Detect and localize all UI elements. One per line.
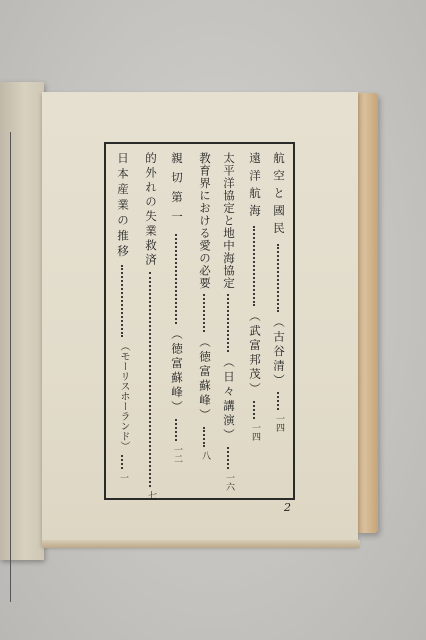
entry-author: （武富邦茂） — [248, 310, 262, 397]
entry-title: 親切第一 — [170, 152, 184, 230]
leader-dots — [277, 244, 281, 312]
book-cover-edge — [356, 93, 378, 533]
entry-title: 日本産業の推移 — [116, 152, 130, 261]
leader-dots — [227, 447, 231, 469]
entry-author: （モーリスホーランド） — [118, 340, 129, 451]
entry-title: 航空と國民 — [272, 152, 286, 240]
contents-entry — [272, 152, 286, 432]
leader-dots — [121, 455, 125, 469]
entry-author: （徳富蘇峰） — [170, 328, 184, 415]
leader-dots — [203, 294, 207, 332]
entry-title: 的外れの失業救済 — [144, 152, 158, 268]
entry-title: 太平洋協定と地中海協定 — [222, 152, 236, 290]
contents-entry — [248, 152, 262, 441]
leader-dots — [253, 401, 257, 419]
entry-author: （日々講演） — [222, 355, 236, 443]
entry-page: 一二 — [172, 445, 182, 463]
entry-page: 一四 — [274, 414, 284, 432]
entry-page: 一六 — [224, 472, 234, 491]
leader-dots — [253, 226, 257, 306]
entry-page: 一四 — [250, 423, 260, 441]
entry-title: 教育界における愛の必要 — [198, 152, 212, 290]
page-number: 2 — [284, 501, 291, 514]
contents-entry — [198, 152, 212, 460]
leader-dots — [203, 427, 207, 447]
entry-author: （徳富蘇峰） — [198, 335, 212, 423]
leader-dots — [175, 419, 179, 441]
left-page-fold — [0, 82, 44, 560]
leader-dots — [227, 294, 231, 352]
contents-entry — [144, 152, 158, 500]
page-stack-edge — [42, 540, 360, 548]
contents-entry — [222, 152, 236, 491]
left-page-border — [0, 132, 11, 602]
entry-title: 遠洋航海 — [248, 152, 262, 222]
contents-entry — [116, 152, 130, 482]
leader-dots — [121, 265, 125, 337]
leader-dots — [277, 392, 281, 410]
leader-dots — [149, 272, 153, 487]
entry-page: 七 — [146, 491, 156, 500]
entry-author: （古谷清） — [272, 315, 286, 388]
entry-page: 八 — [200, 450, 210, 460]
leader-dots — [175, 234, 179, 324]
entry-page: 一 — [118, 472, 128, 482]
contents-entry — [170, 152, 184, 463]
